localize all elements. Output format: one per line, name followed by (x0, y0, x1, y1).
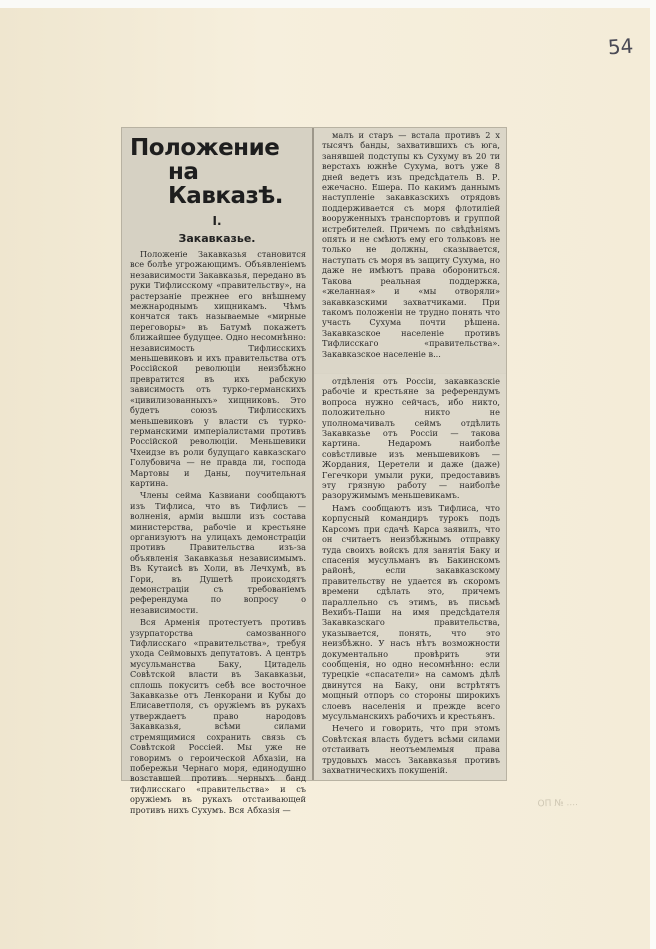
paragraph: малъ и старъ — встала противъ 2 х тысячъ банды, захватившихъ съ юга, занявшей подступы къ Сухуму въ 20 ти верстахъ южнѣе Сухума, вотъ уже 8 дней ведетъ изъ предсѣдатель В. Р. ежечасно. Ешера. По какимъ даннымъ наступленіе закавказскихъ отрядовъ поддерживается съ моря флотиліей вооруженныхъ транспортовъ и группой истребителей. Причемъ по свѣдѣніямъ опять и не смѣютъ ему его тольковъ не только не должны, сказывается, наступать съ моря въ защиту Сухума, но даже не имѣютъ права оборониться. Такова реальная поддержка, «желанная» и «мы отворяли» закавказскими захватчиками. При такомъ положеніи не трудно понять что участь Сухума почти рѣшена. Закавказское населеніе противъ Тифлисскаго «правительства». Закавказское населеніе в... (322, 130, 500, 359)
article-headline (130, 136, 306, 208)
section-number: I. (212, 214, 222, 228)
clipping-right-column-top (314, 128, 506, 373)
right-column-bottom-text (322, 376, 500, 775)
headline-line-1: Положение (130, 135, 280, 161)
paragraph: отдѣленія отъ Россіи, закавказскіе рабочіе и крестьяне за референдумъ вопроса нужно сейчасъ, ибо никто, положительно никто не уполномачивалъ сеймъ отдѣлить Закавказье отъ Россіи — такова картина. Недаромъ наиболѣе совѣстливые изъ меньшевиковъ — Жордания, Церетели и даже (даже) Гегечкори умыли руки, предоставивъ эту грязную работу — наиболѣе разоружимымъ меньшевикамъ. (322, 376, 500, 501)
paragraph: Нечего и говорить, что при этомъ Совѣтская власть будетъ всѣми силами отстаивать неотъемлемыя права трудовыхъ массъ Закавказья противъ захватническихъ покушеній. (322, 723, 500, 776)
clipping-left-column (122, 128, 312, 815)
paragraph: Вся Арменія протестуетъ противъ узурпаторства самозванного Тифлисскаго «правительства», требуя ухода Сеймовыхъ депутатовъ. А центръ мусульманства Баку, Цитадель Совѣтской власти въ Закавказьи, сплошь покуситъ себѣ все восточное Закавказье отъ Ленкорани и Кубы до Елисаветполя, съ оружіемъ въ рукахъ утверждаетъ право народовъ Закавказья, всѣми силами стремящимися сохранить связь съ Совѣтской Россіей. Мы уже не говоримъ о героической Абхазіи, на побережьи Чернаго моря, единодушно возставшей противъ черныхъ банд тифлисскаго «правительства» и съ оружіемъ въ рукахъ отстаивающей противъ нихъ Сухумъ. Вся Абхазія — (130, 617, 306, 815)
sheet-top-edge (0, 0, 656, 8)
page-number: 54 (607, 33, 635, 60)
clipping-right-column-bottom (314, 374, 506, 780)
sheet-right-edge (650, 0, 656, 949)
faded-archive-stamp: ОП № .... (537, 797, 579, 810)
section-title: Закавказье. (178, 232, 256, 245)
headline-line-2: на Кавказѣ. (168, 159, 284, 209)
paragraph: Намъ сообщаютъ изъ Тифлиса, что корпусный командиръ турокъ подъ Карсомъ при сдачѣ Карса заявилъ, что он считаетъ неизбѣжнымъ отправку туда своихъ войскъ для занятія Баку и спасенія мусульманъ въ Бакинскомъ районѣ, если закавказскому правительству не удается въ скоромъ времени сдѣлать это, причемъ параллельно съ этимъ, въ письмѣ Вехибъ-Паши на имя предсѣдателя Закавказскаго правительства, указывается, понять, что это неизбѣжно. У насъ нѣтъ возможности документально провѣрить эти сообщенія, но одно несомнѣнно: если турецкіе «спасатели» на самомъ дѣлѣ двинутся на Баку, они встрѣтятъ мощный отпоръ со стороны широкихъ слоевъ населенія и прежде всего мусульманскихъ рабочихъ и крестьянъ. (322, 502, 500, 721)
left-column-text (130, 249, 306, 815)
paragraph: Члены сейма Казвиани сообщаютъ изъ Тифлиса, что въ Тифлисъ — волненія, арміи вышли изъ состава министерства, рабочіе и крестьяне организуютъ на улицахъ демонстраціи противъ Правительства изъ-за объявленія Закавказья независимымъ. Въ Кутаисѣ въ Холи, въ Лечхумѣ, въ Гори, въ Душетѣ происходятъ демонстраціи съ требованіемъ референдума по вопросу о независимости. (130, 490, 306, 615)
paragraph: Положеніе Закавказья становится все болѣе угрожающимъ. Объявленіемъ независимости Закавказья, передано въ руки Тифлисскому «правительству», на растерзаніе прежнее его внѣшнему межнароднымъ хищникамъ. Чѣмъ кончатся такъ называемые «мирные переговоры» въ Батумѣ покажетъ ближайшее будущее. Одно несомнѣнно: независимость Тифлисскихъ меньшевиковъ и ихъ правительства отъ Россійской революціи неизбѣжно превратится въ ихъ рабскую зависимость отъ турко-германскихъ «цивилизованныхъ» хищниковъ. Это будетъ союзъ Тифлисскихъ меньшевиковъ у власти съ турко-германскими имперіалистами противъ Россійской революціи. Меньшевики Чхеидзе въ роли будущаго кавказскаго Голубовича — не правда ли, господа Мартовы и Даны, поучительная картина. (130, 249, 306, 488)
right-column-top-text (322, 130, 500, 359)
